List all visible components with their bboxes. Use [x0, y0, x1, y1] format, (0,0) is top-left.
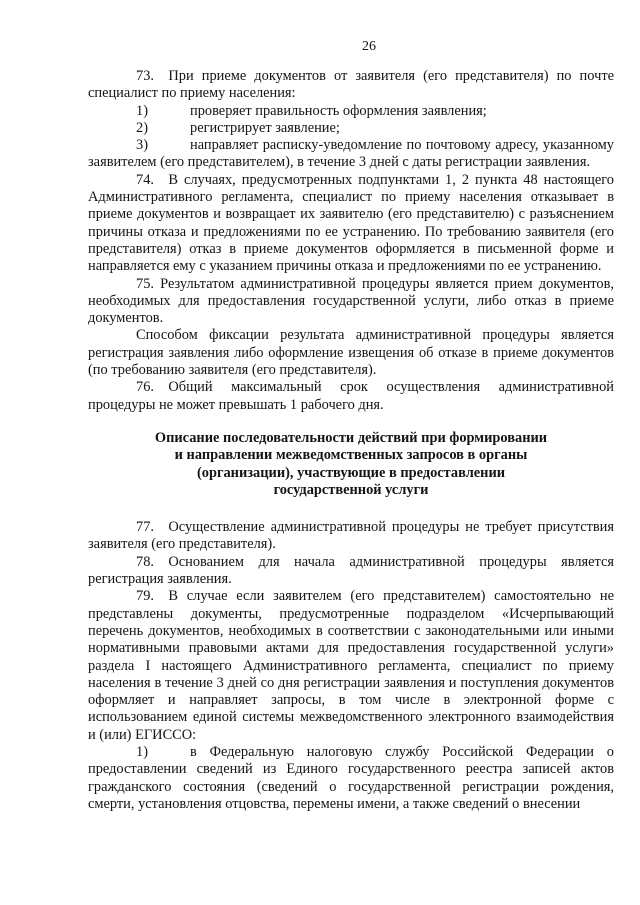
list-marker: 1)	[136, 743, 148, 760]
list-marker: 2)	[136, 119, 148, 136]
list-item-73-3	[88, 137, 614, 172]
heading-line: государственной услуги	[273, 481, 429, 498]
list-marker: 3)	[136, 137, 148, 154]
list-marker: 1)	[136, 102, 148, 119]
list-item-73-2	[88, 120, 614, 137]
heading-line: (организации), участвующие в предоставлении	[196, 464, 506, 481]
list-text: регистрирует заявление;	[190, 119, 340, 136]
paragraph-75-fixation: Способом фиксации результата административной процедуры является регистрация заявления либо оформление извещения об отказе в приеме документов (по требованию заявителя (его представителя).	[88, 327, 614, 379]
list-item-79-1	[88, 744, 614, 813]
section-heading	[88, 430, 614, 499]
paragraph-78: 78. Основанием для начала административной процедуры является регистрация заявления.	[88, 553, 614, 588]
list-text: в Федеральную налоговую службу Российской Федерации о предоставлении сведений из Единого государственного реестра записей актов гражданского состояния (сведений о государственной регистрации рождения, смерти, установления отцовства, перемены имени, а также сведений о внесении	[88, 743, 614, 812]
heading-line: и направлении межведомственных запросов в органы	[174, 447, 528, 464]
heading-line: Описание последовательности действий при формировании	[154, 429, 548, 446]
list-text: проверяет правильность оформления заявления;	[190, 102, 487, 119]
paragraph-77: 77. Осуществление административной процедуры не требует присутствия заявителя (его представителя).	[88, 519, 614, 553]
paragraph-79: 79. В случае если заявителем (его представителем) самостоятельно не представлены документы, предусмотренные подразделом «Исчерпывающий перечень документов, необходимых в соответствии с законодательными или иными нормативными правовыми актами для предоставления государственной услуги» раздела I настоящего Административного регламента, специалист по приему населения в течение 3 дней со дня регистрации заявления и поступления документов оформляет и направляет запросы, в том числе в электронной форме с использованием единой системы межведомственного электронного взаимодействия и (или) ЕГИССО:	[88, 588, 614, 743]
list-text: направляет расписку-уведомление по почтовому адресу, указанному заявителем (его представителем), в течение 3 дней с даты регистрации заявления.	[88, 137, 614, 171]
list-item-73-1	[88, 103, 614, 120]
paragraph-76: 76. Общий максимальный срок осуществления административной процедуры не может превышать 1 рабочего дня.	[88, 379, 614, 413]
paragraph-74: 74. В случаях, предусмотренных подпунктами 1, 2 пункта 48 настоящего Административного регламента, специалист по приему населения отказывает в приеме документов и возвращает их заявителю (его представителю) с разъяснением причины отказа и предложениями по ее устранению. По требованию заявителя (его представителя) отказ в приеме документов оформляется в письменной форме и направляется ему с указанием причины отказа и предложениями по ее устранению.	[88, 171, 614, 275]
paragraph-73: 73. При приеме документов от заявителя (его представителя) по почте специалист по приему населения:	[88, 68, 614, 102]
paragraph-75: 75. Результатом административной процедуры является прием документов, необходимых для предоставления государственной услуги, либо отказ в приеме документов.	[88, 275, 614, 327]
page-number: 26	[362, 39, 376, 54]
